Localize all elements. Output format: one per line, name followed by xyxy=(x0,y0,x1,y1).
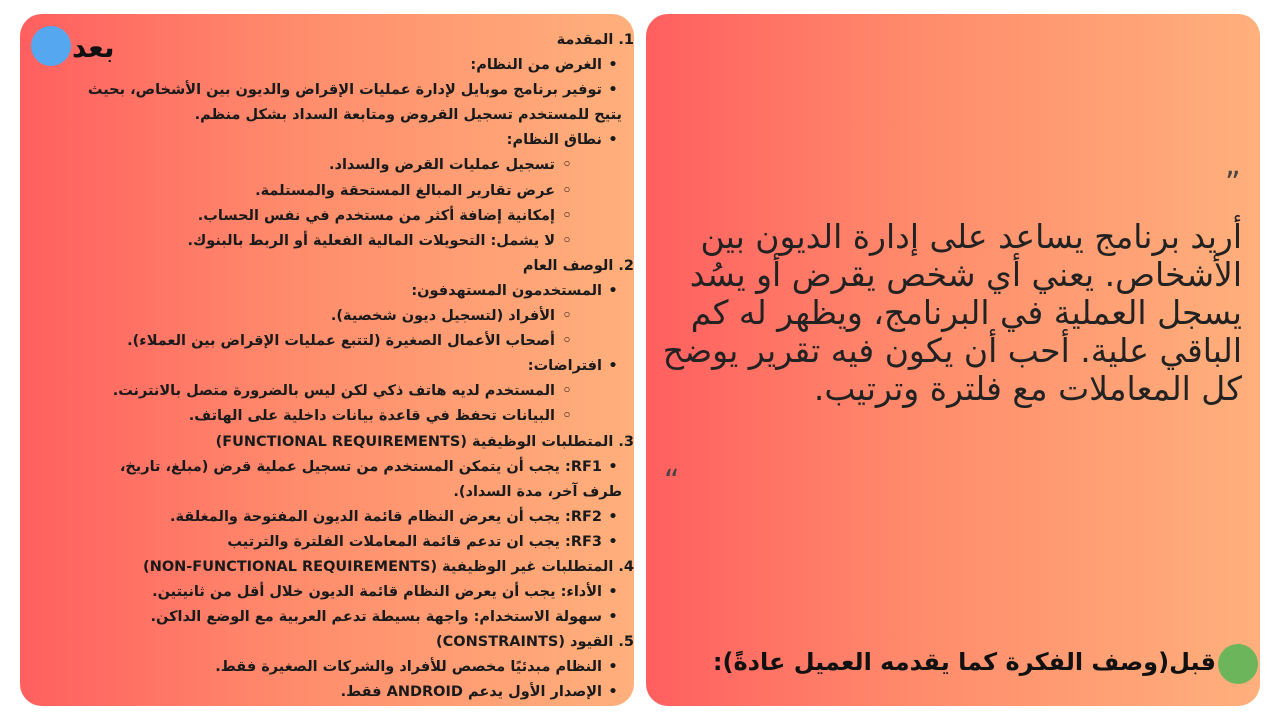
section-heading: 1. المقدمة xyxy=(556,32,634,48)
client-quote-text: أريد برنامج يساعد على إدارة الديون بين الأشخاص. يعني أي شخص يقرض أو يسُد يسجل العملية في البرنامج، ويظهر له كم الباقي علية. أحب أن يكون فيه تقرير يوضح كل المعاملات مع فلترة وترتيب. xyxy=(662,217,1242,408)
document-line: • الأداء: يجب أن يعرض النظام قائمة الديون خلال أقل من ثانيتين. xyxy=(20,580,634,605)
document-line: ◦ البيانات تحفظ في قاعدة بيانات داخلية على الهاتف. xyxy=(20,404,634,429)
before-title: قبل(وصف الفكرة كما يقدمه العميل عادةً): xyxy=(712,648,1216,676)
document-line: ◦ لا يشمل: التحويلات المالية الفعلية أو الربط بالبنوك. xyxy=(20,229,634,254)
after-title: بعد xyxy=(72,31,115,64)
document-line: ◦ عرض تقارير المبالغ المستحقة والمستلمة. xyxy=(20,179,634,204)
document-line: • نطاق النظام: xyxy=(20,128,634,153)
section-heading: 5. القيود (CONSTRAINTS) xyxy=(436,634,634,651)
document-line: • RF1: يجب أن يتمكن المستخدم من تسجيل عملية قرض (مبلغ، تاريخ، xyxy=(20,455,634,480)
section-heading: 3. المتطلبات الوظيفية (FUNCTIONAL REQUIREMENTS) xyxy=(215,433,634,450)
document-line: ◦ الأفراد (لتسجيل ديون شخصية). xyxy=(20,304,634,329)
green-circle-marker xyxy=(1218,644,1258,684)
document-line: • RF2: يجب أن يعرض النظام قائمة الديون المفتوحة والمغلقة. xyxy=(20,505,634,530)
document-line: ◦ أصحاب الأعمال الصغيرة (لتتبع عمليات الإقراض بين العملاء). xyxy=(20,329,634,354)
document-line: ◦ إمكانية إضافة أكثر من مستخدم في نفس الحساب. xyxy=(20,204,634,229)
quote-close-mark: “ xyxy=(664,464,680,499)
document-line: • المستخدمون المستهدفون: xyxy=(20,279,634,304)
section-heading: 4. المتطلبات غير الوظيفية (NON-FUNCTIONAL REQUIREMENTS) xyxy=(143,558,634,575)
document-line: • النظام مبدئيًا مخصص للأفراد والشركات الصغيرة فقط. xyxy=(20,655,634,680)
document-line: يتيح للمستخدم تسجيل القروض ومتابعة السداد بشكل منظم. xyxy=(194,107,622,124)
document-line: • الإصدار الأول يدعم ANDROID فقط. xyxy=(20,680,634,705)
document-line: ◦ المستخدم لديه هاتف ذكي لكن ليس بالضرورة متصل بالانترنت. xyxy=(20,379,634,404)
document-line: • سهولة الاستخدام: واجهة بسيطة تدعم العربية مع الوضع الداكن. xyxy=(20,605,634,630)
document-line: • RF3: يجب ان تدعم قائمة المعاملات الفلترة والترتيب xyxy=(20,530,634,555)
section-heading: 2. الوصف العام xyxy=(522,257,634,274)
document-line: • توفير برنامج موبايل لإدارة عمليات الإقراض والديون بين الأشخاص، بحيث xyxy=(20,78,634,103)
document-line: • افتراضات: xyxy=(20,354,634,379)
srs-document xyxy=(20,28,634,706)
quote-open-mark: ” xyxy=(1225,166,1241,201)
document-line: طرف آخر، مدة السداد). xyxy=(453,483,622,500)
document-line: ◦ تسجيل عمليات القرض والسداد. xyxy=(20,153,634,178)
document-line: • الغرض من النظام: xyxy=(20,53,634,78)
